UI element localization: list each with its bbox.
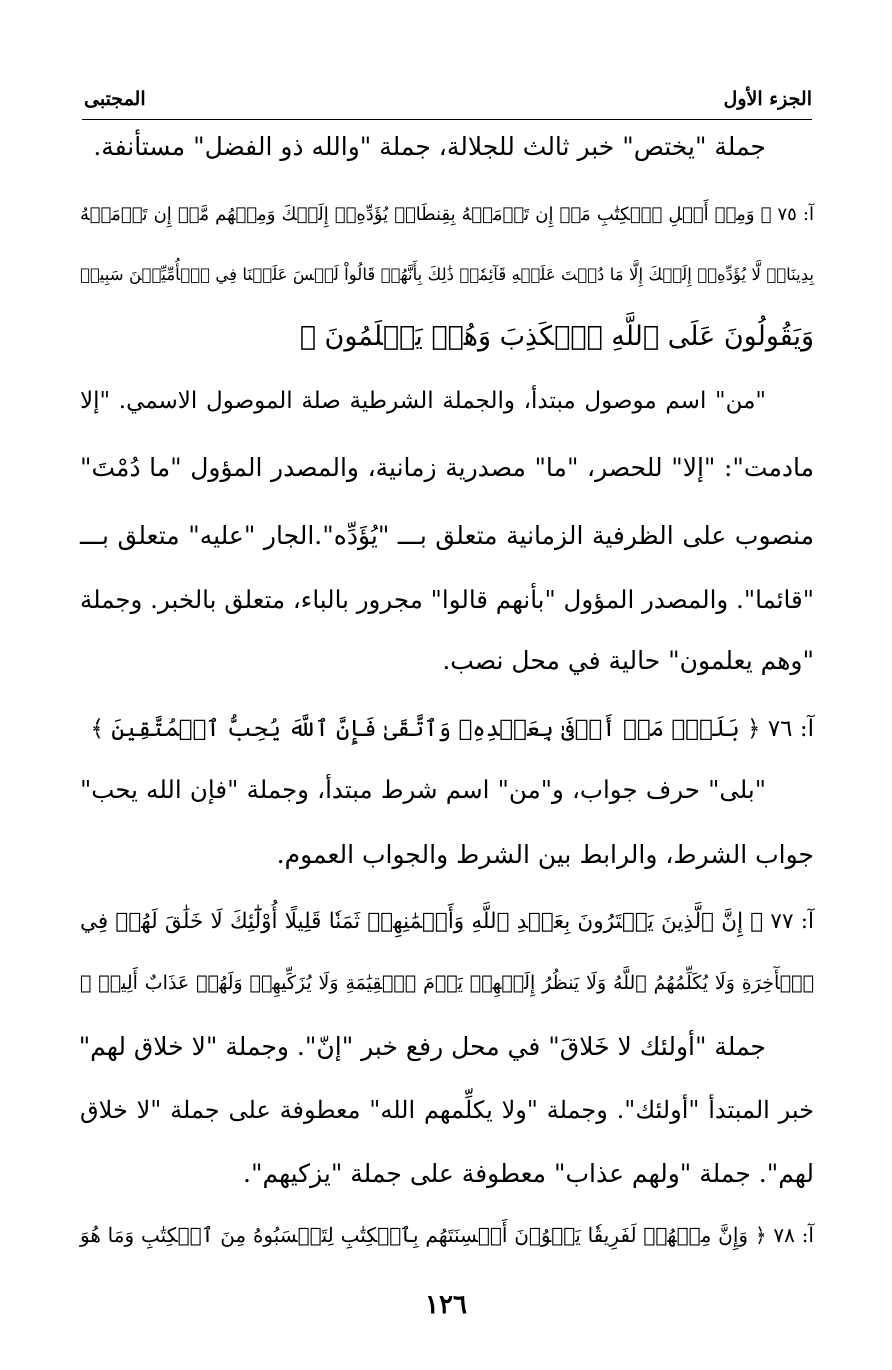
verse-line: ٱلۡأٓخِرَةِ وَلَا يُكَلِّمُهُمُ ٱللَّهُ وَلَا يَنظُرُ إِلَيۡهِمۡ يَوۡمَ ٱلۡقِيَٰمَةِ وَلَا يُزَكِّيهِمۡ وَلَهُمۡ عَذَابٌ أَلِيمٞ ﴾ [80,972,814,994]
verse-line: وَيَقُولُونَ عَلَى ٱللَّهِ ٱلۡكَذِبَ وَهُمۡ يَعۡلَمُونَ ﴾ [299,321,814,352]
text-line: لهم". جملة "ولهم عذاب" معطوفة على جملة "يزكيهم". [243,1159,814,1188]
text-line: خبر المبتدأ "أولئك". وجملة "ولا يكلِّمهم الله" معطوفة على جملة "لا خلاق [80,1096,814,1124]
volume-title: الجزء الأول [723,88,812,110]
text-line: "وهم يعلمون" حالية في محل نصب. [442,646,814,675]
verse-line: آ: ٧٨ ﴿ وَإِنَّ مِنۡهُمۡ لَفَرِيقٗا يَلۡوُۥنَ أَلۡسِنَتَهُم بِٱلۡكِتَٰبِ لِتَحۡسَبُوهُ مِنَ ٱلۡكِتَٰبِ وَمَا هُوَ [80,1223,814,1247]
verse-line: آ: ٧٥ ﴿ وَمِنۡ أَهۡلِ ٱلۡكِتَٰبِ مَنۡ إِن تَأۡمَنۡهُ بِقِنطَارٖ يُؤَدِّهِۦٓ إِلَيۡكَ وَمِنۡهُم مَّنۡ إِن تَأۡمَنۡهُ [80,204,814,225]
verse-line: آ: ٧٧ ﴿ إِنَّ ٱلَّذِينَ يَشۡتَرُونَ بِعَهۡدِ ٱللَّهِ وَأَيۡمَٰنِهِمۡ ثَمَنٗا قَلِيلًا أُوْلَٰٓئِكَ لَا خَلَٰقَ لَهُمۡ فِي [80,909,814,934]
page-number: ١٢٦ [425,1290,467,1320]
text-line: "من" اسم موصول مبتدأ، والجملة الشرطية صلة الموصول الاسمي. "إلا [80,388,766,414]
text-line: "قائما". والمصدر المؤول "بأنهم قالوا" مجرور بالباء، متعلق بالخبر. وجملة [80,585,814,614]
page-header [84,88,812,118]
verse-line: آ: ٧٦ ﴿ بَلَىٰۚ مَنۡ أَوۡفَىٰ بِعَهۡدِهِۦ وَٱتَّقَىٰ فَإِنَّ ٱللَّهَ يُحِبُّ ٱلۡمُتَّقِينَ ﴾ [90,716,814,742]
text-line: جملة "أولئك لا خَلاقَ" في محل رفع خبر "إنّ". وجملة "لا خلاق لهم" [78,1032,766,1061]
book-title: المجتبى [84,88,146,110]
header-divider [82,119,812,120]
text-line: مادمت": "إلا" للحصر، "ما" مصدرية زمانية، والمصدر المؤول "ما دُمْتَ" [80,453,814,482]
text-line: منصوب على الظرفية الزمانية متعلق بـــ "يُؤَدِّه".الجار "عليه" متعلق بـــ [80,521,814,550]
text-line: "بلى" حرف جواب، و"من" اسم شرط مبتدأ، وجملة "فإن الله يحب" [80,775,766,804]
text-line: جواب الشرط، والرابط بين الشرط والجواب العموم. [276,840,814,869]
verse-line: بِدِينَارٖ لَّا يُؤَدِّهِۦٓ إِلَيۡكَ إِلَّا مَا دُمۡتَ عَلَيۡهِ قَآئِمٗاۗ ذَٰلِكَ بِأَنَّهُمۡ قَالُواْ لَيۡسَ عَلَيۡنَا فِي ٱلۡأُمِّيِّـۧنَ سَبِيلٞ [80,265,814,284]
text-line: جملة "يختص" خبر ثالث للجلالة، جملة "والله ذو الفضل" مستأنفة. [93,132,766,161]
